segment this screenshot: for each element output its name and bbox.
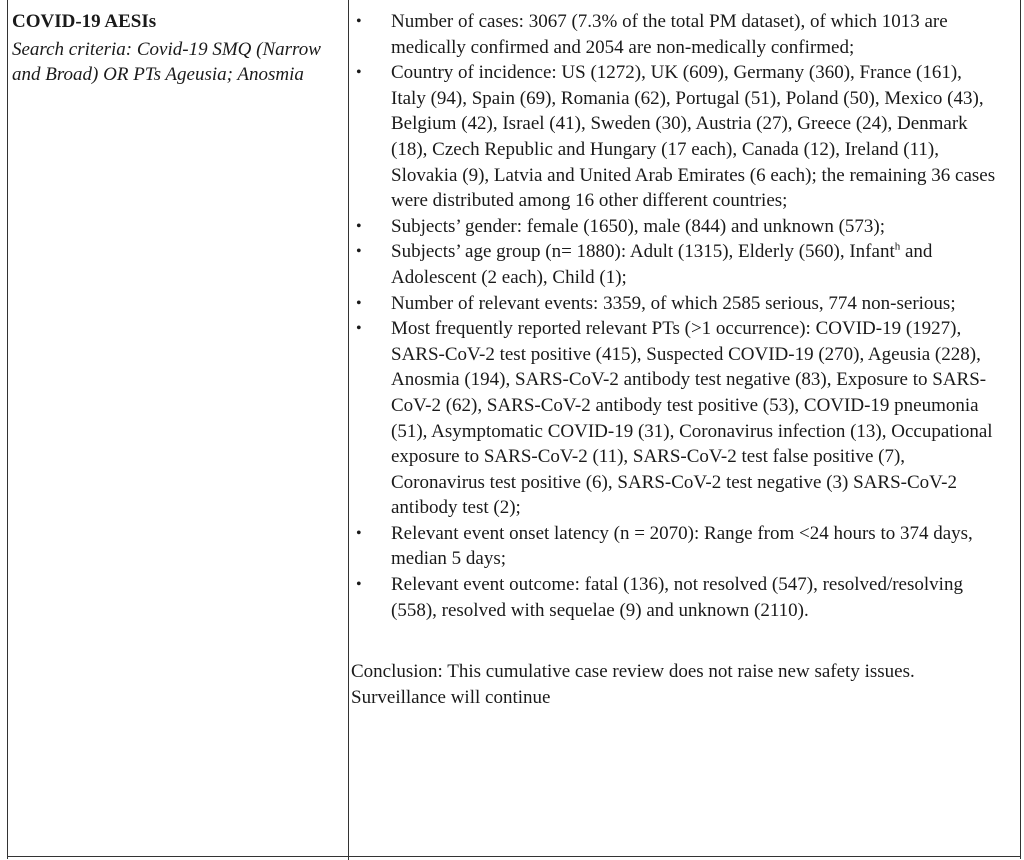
column-divider (348, 0, 349, 860)
bullet-icon: • (356, 243, 362, 261)
conclusion-text: Conclusion: This cumulative case review does not raise new safety issues. Surveillance will continue (351, 661, 915, 708)
pts-text: Most frequently reported relevant PTs (>1 occurrence): COVID-19 (1927), SARS-CoV-2 test positive (415), Suspected COVID-19 (270), Ageusia (228), Anosmia (194), SARS-CoV-2 antibody test negative (83), Exposure to SARS-CoV-2 (62), SARS-CoV-2 antibody test positive (53), COVID-19 pneumonia (51), Asymptomatic COVID-19 (31), Coronavirus infection (13), Occupational exposure to SARS-CoV-2 (11), SARS-CoV-2 test false positive (7), Coronavirus test positive (6), SARS-CoV-2 test negative (3) SARS-CoV-2 antibody test (2); (391, 318, 993, 519)
list-item-gender (351, 214, 1001, 240)
country-text: Country of incidence: US (1272), UK (609), Germany (360), France (161), Italy (94), Spain (69), Romania (62), Portugal (51), Poland (50), Mexico (43), Belgium (42), Israel (41), Sweden (30), Austria (27), Greece (24), Denmark (18), Czech Republic and Hungary (17 each), Canada (12), Ireland (11), Slovakia (9), Latvia and United Arab Emirates (6 each); the remaining 36 cases were distributed among 16 other different countries; (391, 62, 996, 212)
left-cell (12, 9, 330, 88)
age-text-suffix: and Adolescent (2 each), Child (1); (391, 241, 933, 288)
right-cell (351, 9, 1001, 729)
list-item-age (351, 239, 1001, 290)
latency-text: Relevant event onset latency (n = 2070): Range from <24 hours to 374 days, median 5 days; (391, 522, 973, 570)
bullet-icon: • (356, 64, 362, 82)
cases-text: Number of cases: 3067 (7.3% of the total PM dataset), of which 1013 are medically confirmed and 2054 are non-medically confirmed; (391, 11, 948, 58)
events-text: Number of relevant events: 3359, of which 2585 serious, 774 non-serious; (391, 292, 956, 314)
list-item-country (351, 60, 1001, 214)
outcome-text: Relevant event outcome: fatal (136), not resolved (547), resolved/resolving (558), resolved with sequelae (9) and unknown (2110). (391, 574, 963, 621)
list-item-latency (351, 521, 1001, 572)
bullet-icon: • (356, 524, 362, 542)
bullet-icon: • (356, 217, 362, 235)
list-item-outcome (351, 572, 1001, 623)
section-heading: COVID-19 AESIs (12, 11, 157, 32)
findings-list (351, 9, 1001, 623)
footnote-marker: h (894, 241, 901, 254)
bullet-icon: • (356, 576, 362, 594)
list-item-events (351, 291, 1001, 317)
bullet-icon: • (356, 13, 362, 30)
list-item-cases (351, 9, 1001, 60)
gender-text: Subjects’ gender: female (1650), male (844) and unknown (573); (391, 215, 886, 237)
age-text-prefix: Subjects’ age group (n= 1880): Adult (1315), Elderly (560), Infant (391, 241, 895, 263)
table-bottom-border (8, 856, 1020, 857)
search-criteria: Search criteria: Covid-19 SMQ (Narrow and Broad) OR PTs Ageusia; Anosmia (12, 38, 321, 85)
bullet-icon: • (356, 294, 362, 312)
bullet-icon: • (356, 320, 362, 338)
list-item-pts (351, 316, 1001, 521)
